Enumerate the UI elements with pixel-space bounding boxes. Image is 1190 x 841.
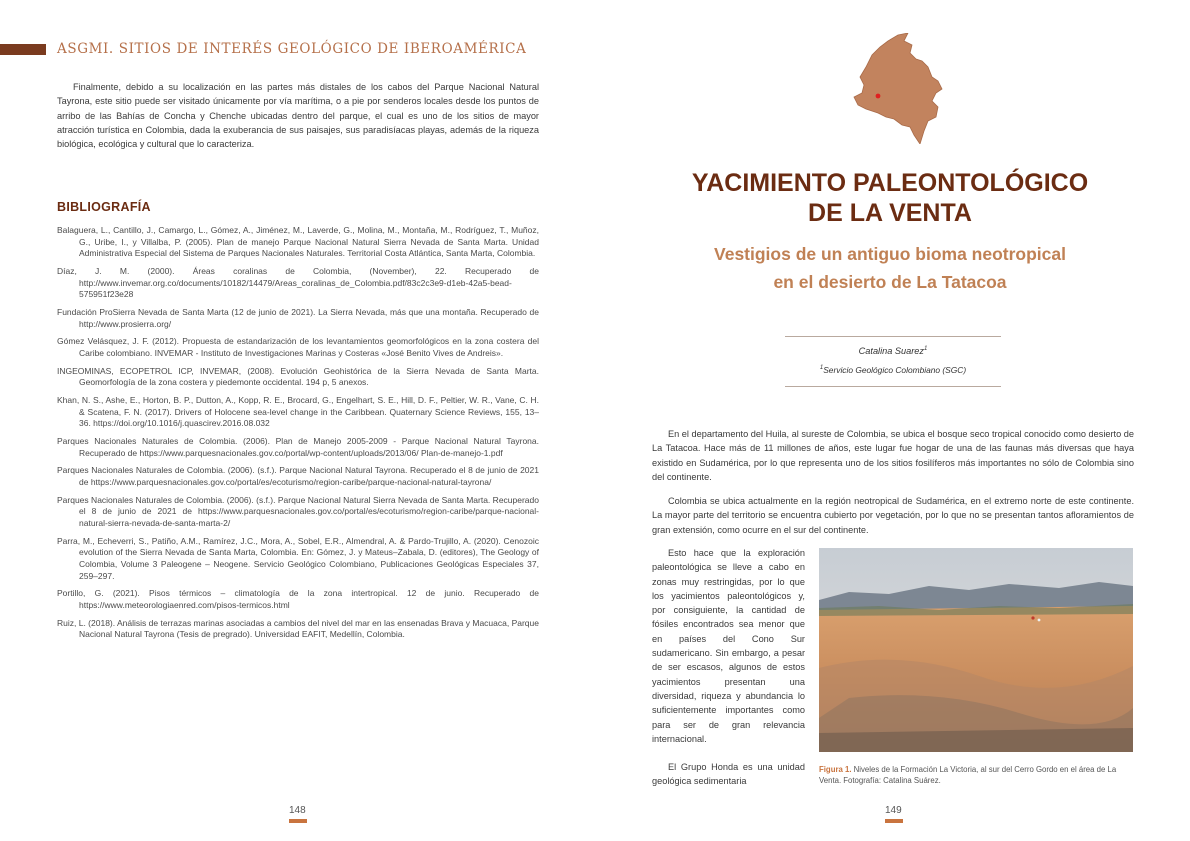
bibliography-entry: Fundación ProSierra Nevada de Santa Marta (12 de junio de 2021). La Sierra Nevada, más que una montaña. Recuperado de http://www.prosierra.org/ (57, 306, 539, 329)
bibliography-entry: Parques Nacionales Naturales de Colombia. (2006). (s.f.). Parque Nacional Natural Tayrona. Recuperado el 8 de junio de 2021 de https://www.parquesnacionales.gov.co/portal/es/ecoturismo/region-caribe/parque-nacional-natural-tayrona/ (57, 465, 539, 487)
article-title (690, 168, 1090, 228)
colombia-map-shape (854, 33, 942, 144)
article-title-line-1: YACIMIENTO PALEONTOLÓGICO (691, 169, 1089, 197)
header-accent-bar (0, 44, 46, 55)
affiliation-text: Servicio Geológico Colombiano (SGC) (823, 365, 967, 375)
author-name (745, 346, 1041, 356)
body-paragraph-1: En el departamento del Huila, al sureste de Colombia, se ubica el bosque seco tropical conocido como desierto de La Tatacoa. Hace más de 11 millones de años, este lugar fue hogar de una de las faunas más diversas que haya existido en Sudamérica, por lo que representa uno de los sitios fosilíferos más importantes no sólo de Colombia sino del continente. (652, 429, 1134, 482)
bibliography-entry: Parra, M., Echeverri, S., Patiño, A.M., Ramírez, J.C., Mora, A., Sobel, E.R., Almendral, A. & Pardo-Trujillo, A. (2020). Cenozoic evolution of the Sierra Nevada de Santa Marta, Colombia. En: Gómez, J. y Mateus–Zabala, D. (editores), The Geology of Colombia, Volume 3 Paleogene – Neogene. Servicio Geológico Colombiano, Publicaciones Geológicas Especiales 37, 259–297. (57, 535, 539, 581)
figure-label: Figura 1. (819, 765, 852, 774)
bibliography-entry: Díaz, J. M. (2000). Áreas coralinas de Colombia, (November), 22. Recuperado de http://www.invemar.org.co/documents/10182/14479/Areas_coralinas_de_Colombia.pdf/83c2c3e9-d1eb-42a5-bead-575951f23e28 (57, 265, 539, 300)
colombia-map-icon (852, 33, 944, 144)
article-title-line-2: DE LA VENTA (808, 199, 972, 227)
page-number-right: 149 (885, 805, 902, 816)
body-paragraph-2: Colombia se ubica actualmente en la región neotropical de Sudamérica, en el extremo norte de este continente. La mayor parte del territorio se encuentra cubierto por vegetación, por lo que no se presentan tantos afloramientos de gran extensión, como ocurre en el sur del continente. (652, 496, 1134, 535)
figure-caption (819, 764, 1133, 787)
page-number-bar (885, 819, 903, 823)
bibliography-entry: Portillo, G. (2021). Pisos térmicos – climatología de la zona intertropical. 12 de junio. Recuperado de https://www.meteorologiaenred.com/pisos-termicos.html (57, 588, 539, 610)
article-subtitle-line-1: Vestigios de un antiguo bioma neotropical (714, 244, 1066, 264)
affiliation-superscript: 1 (819, 365, 824, 372)
figure-caption-text: Niveles de la Formación La Victoria, al sur del Cerro Gordo en el área de La Venta. Fotografía: Catalina Suárez. (819, 765, 1117, 786)
author-name-text: Catalina Suarez (858, 346, 925, 357)
bibliography-list (57, 225, 539, 647)
bibliography-entry: INGEOMINAS, ECOPETROL ICP, INVEMAR, (2008). Evolución Geohistórica de la Sierra Nevada de Santa Marta. Geomorfología de la zona costera y piedemonte occidental. 194 p, 5 anexos. (57, 365, 539, 388)
bibliography-entry: Parques Nacionales Naturales de Colombia. (2006). Plan de Manejo 2005-2009 - Parque Nacional Natural Tayrona. Recuperado de https://www.parquesnacionales.gov.co/portal/wp-content/uploads/2013/06/ Plan-de-manejo-1.pdf (57, 436, 539, 458)
page-number-bar (289, 819, 307, 823)
right-page (595, 0, 1190, 841)
author-divider-top (785, 336, 1001, 337)
landscape-photo (819, 548, 1133, 752)
body-paragraph-3: Esto hace que la exploración paleontológica se lleve a cabo en zonas muy restringidas, por lo que los yacimientos paleontológicos y, por consiguiente, la cantidad de fósiles encontrados sea menor que en países del Cono Sur sudamericano. Sin embargo, a pesar de ser escasos, algunos de estos yacimientos presentan una diversidad, riqueza y abundancia lo suficientemente importantes como para ser de gran relevancia internacional. (652, 548, 805, 744)
article-subtitle (670, 240, 1110, 296)
location-marker-icon (876, 94, 881, 99)
article-subtitle-line-2: en el desierto de La Tatacoa (773, 272, 1007, 292)
author-superscript: 1 (924, 346, 928, 352)
running-header: ASGMI. SITIOS DE INTERÉS GEOLÓGICO DE IBEROAMÉRICA (57, 41, 527, 57)
author-affiliation (745, 365, 1041, 375)
bibliography-entry: Khan, N. S., Ashe, E., Horton, B. P., Dutton, A., Kopp, R. E., Brocard, G., Engelhart, S. E., Hill, D. F., Peltier, W. R., Vane, C. H. & Scatena, F. N. (2017). Drivers of Holocene sea-level change in the Caribbean. Quaternary Science Reviews, 155, 13–36. https://doi.org/10.1016/j.quascirev.2016.08.032 (57, 395, 539, 429)
bibliography-entry: Balaguera, L., Cantillo, J., Camargo, L., Gómez, A., Jiménez, M., Laverde, G., Molina, M., Montaña, M., Rodríguez, T., Muñoz, G., Uribe, I., y Villalba, P. (2005). Plan de manejo Parque Nacional Natural Sierra Nevada de Santa Marta. Unidad Administrativa Especial del Sistema de Parques Nacionales Naturales. Territorial Costa Atlántica, Santa Marta, Colombia. (57, 225, 539, 259)
bibliography-entry: Ruiz, L. (2018). Análisis de terrazas marinas asociadas a cambios del nivel del mar en las ensenadas Brava y Macuaca, Parque Nacional Natural Tayrona (Tesis de pregrado). Universidad EAFIT, Medellín, Colombia. (57, 617, 539, 640)
body-paragraph-4: El Grupo Honda es una unidad geológica sedimentaria (652, 762, 805, 787)
author-divider-bottom (785, 386, 1001, 387)
intro-paragraph: Finalmente, debido a su localización en las partes más distales de los cabos del Parque Nacional Natural Tayrona, este sitio puede ser visitado únicamente por vía marítima, o a pie por senderos locales desde los puntos de arribo de las Bahías de Concha y Chenche ubicadas dentro del parque, el cual es uno de los sitios de mayor atracción turística en Colombia, dada la exuberancia de sus paisajes, sus paradisíacas playas, además de la riqueza biológica, ecológica y cultural que lo caracteriza. (57, 82, 539, 150)
bibliography-entry: Gómez Velásquez, J. F. (2012). Propuesta de estandarización de los levantamientos geomorfológicos en la zona costera del Caribe colombiano. INVEMAR - Instituto de Investigaciones Marinas y Costeras «José Benito Vives de Andreis». (57, 336, 539, 358)
page-number-left: 148 (289, 805, 306, 816)
bibliography-heading: BIBLIOGRAFÍA (57, 200, 151, 214)
bibliography-entry: Parques Nacionales Naturales de Colombia. (2006). (s.f.). Parque Nacional Natural Sierra Nevada de Santa Marta. Recuperado el 8 de junio de 2021 de https://www.parquesnacionales.gov.co/portal/es/ecoturismo/region-caribe/parque-nacional-natural-sierra-nevada-de-santa-marta-2/ (57, 494, 539, 528)
